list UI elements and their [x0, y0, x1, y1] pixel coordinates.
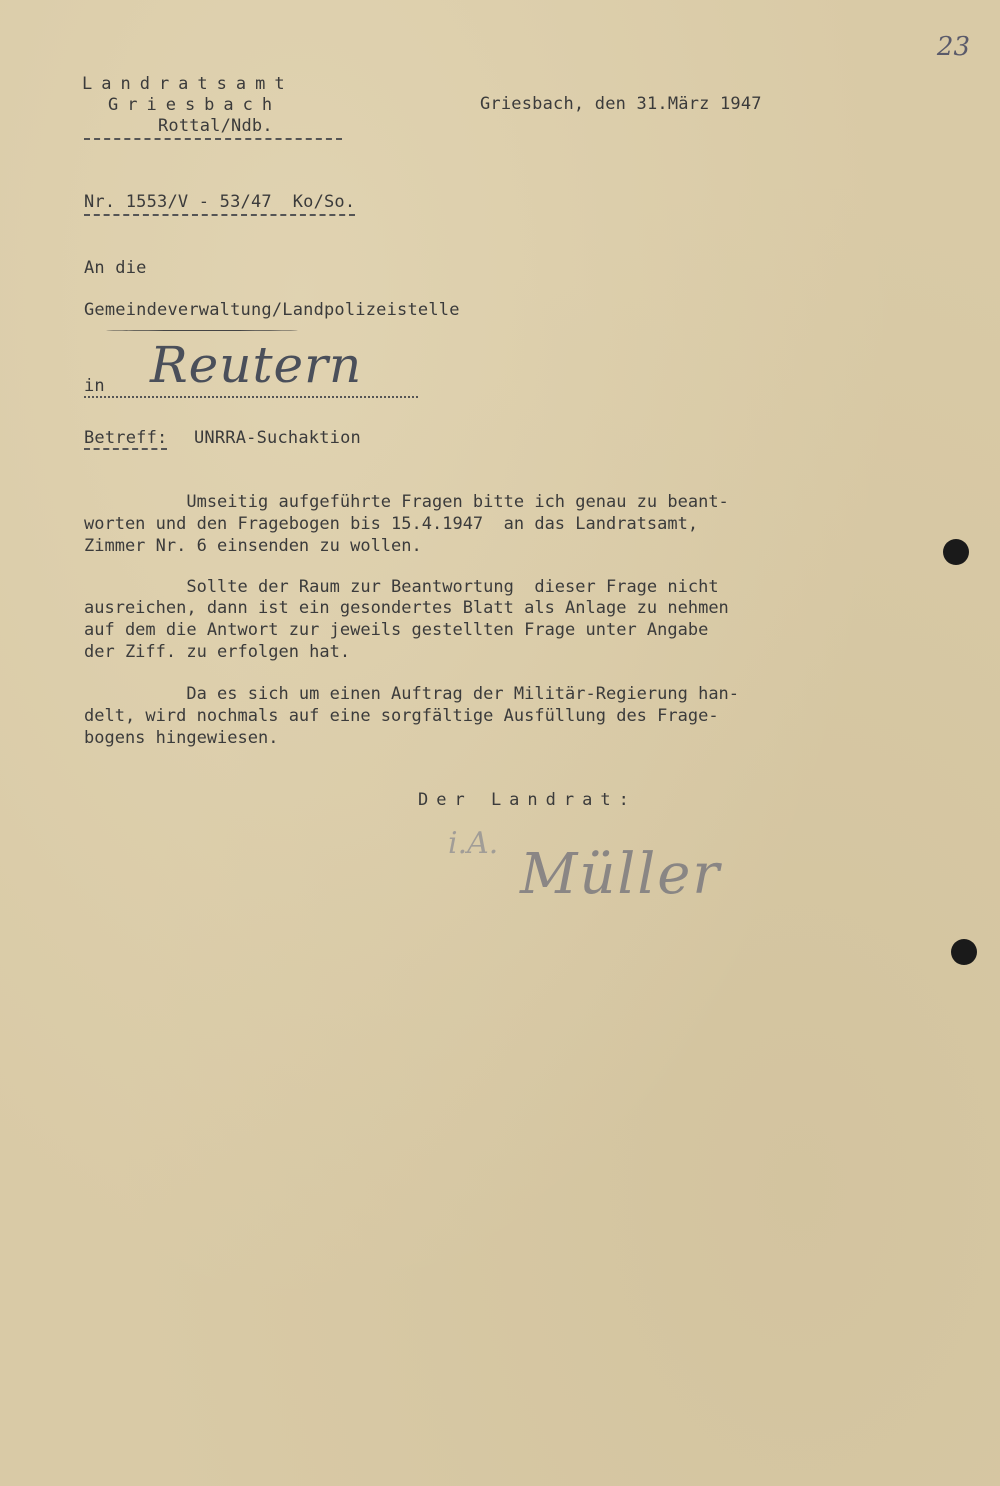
closing: Der Landrat:	[418, 790, 637, 810]
recipient-line-2: Gemeindeverwaltung/Landpolizeistelle	[84, 300, 460, 320]
letterhead-underline	[84, 138, 342, 140]
paragraph-1-line-1: Umseitig aufgeführte Fragen bitte ich genau zu beant-	[84, 492, 729, 512]
recipient-place-dotted-line	[84, 396, 418, 398]
subject-text: UNRRA-Suchaktion	[194, 428, 361, 448]
paragraph-2-line-2: ausreichen, dann ist ein gesondertes Blatt als Anlage zu nehmen	[84, 598, 729, 618]
paragraph-3-line-1: Da es sich um einen Auftrag der Militär-Regierung han-	[84, 684, 740, 704]
letterhead-line-3: Rottal/Ndb.	[158, 116, 273, 136]
paragraph-3-line-2: delt, wird nochmals auf eine sorgfältige Ausfüllung des Frage-	[84, 706, 719, 726]
punch-hole-top	[943, 539, 969, 565]
paragraph-2-line-1: Sollte der Raum zur Beantwortung dieser Frage nicht	[84, 577, 719, 597]
recipient-place-handwritten: Reutern	[150, 336, 363, 394]
letterhead-line-1: Landratsamt	[82, 74, 294, 94]
punch-hole-bottom	[951, 939, 977, 965]
paragraph-1-line-2: worten und den Fragebogen bis 15.4.1947 an das Landratsamt,	[84, 514, 699, 534]
paragraph-2-line-3: auf dem die Antwort zur jeweils gestellten Frage unter Angabe	[84, 620, 709, 640]
recipient-in-label: in	[84, 376, 105, 396]
page-number: 23	[936, 32, 970, 62]
date-line: Griesbach, den 31.März 1947	[480, 94, 762, 114]
recipient-underline	[106, 330, 298, 331]
paragraph-1-line-3: Zimmer Nr. 6 einsenden zu wollen.	[84, 536, 422, 556]
signature-prefix: i.A.	[448, 826, 499, 861]
paragraph-2-line-4: der Ziff. zu erfolgen hat.	[84, 642, 351, 662]
signature-name: Müller	[520, 842, 722, 907]
recipient-line-1: An die	[84, 258, 147, 278]
subject-label: Betreff:	[84, 428, 168, 448]
paragraph-3-line-3: bogens hingewiesen.	[84, 728, 279, 748]
letterhead-line-2: Griesbach	[108, 95, 282, 115]
reference-number: Nr. 1553/V - 53/47 Ko/So.	[84, 192, 355, 216]
